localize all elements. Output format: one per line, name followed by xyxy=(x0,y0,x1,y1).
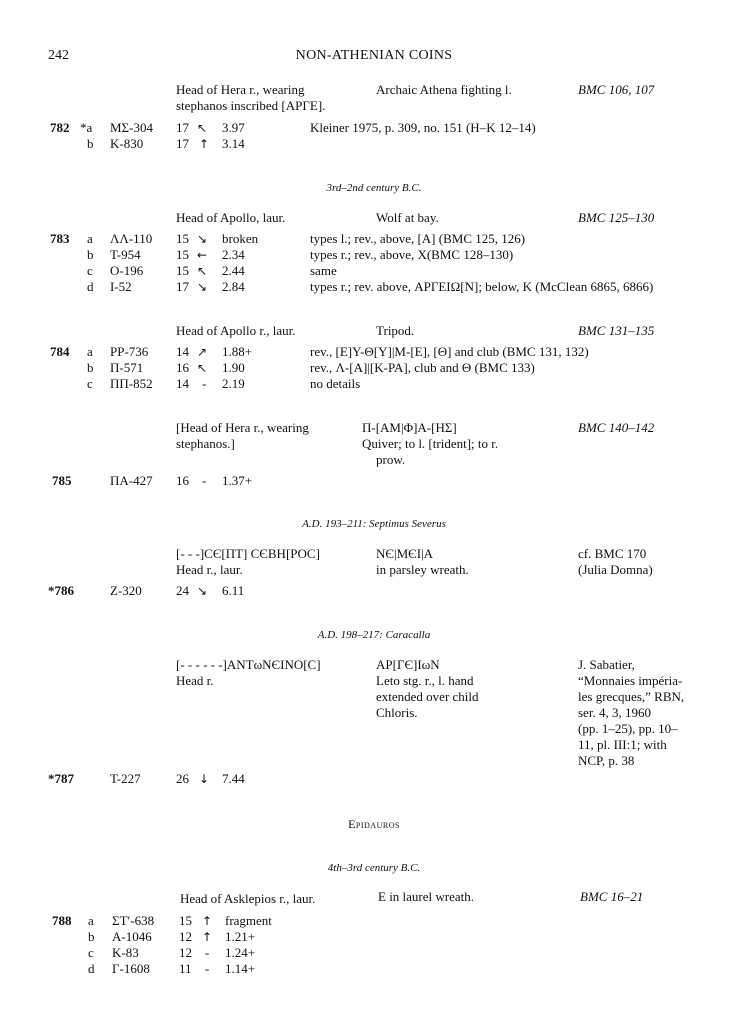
coin-inventory: Τ-227 xyxy=(110,771,141,786)
reference-787-line2: “Monnaies impéria- xyxy=(578,673,683,688)
coin-weight: 3.14 xyxy=(222,136,245,151)
obverse-786-legend: [- - -]CЄ[ΠΤ] CЄΒΗ[ΡΟC] xyxy=(176,546,320,561)
coin-inventory: ΡΡ-736 xyxy=(110,344,149,359)
coin-notes: types r.; rev. above, ΑΡΓΕΙΩ[Ν]; below, Κ (McClean 6865, 6866) xyxy=(310,279,654,294)
die-axis-icon: ← xyxy=(197,248,208,262)
coin-inventory: Κ-83 xyxy=(112,945,139,960)
reverse-786-line2: in parsley wreath. xyxy=(376,562,469,577)
coin-weight: broken xyxy=(222,231,259,246)
die-axis-icon: ↑ xyxy=(199,137,210,151)
coin-inventory: Τ-954 xyxy=(110,247,141,262)
reverse-785-line2: Quiver; to l. [trident]; to r. xyxy=(362,436,499,451)
obverse-782-line2: stephanos inscribed [ΑΡΓΕ]. xyxy=(176,98,326,113)
coin-inventory: Γ-1608 xyxy=(112,961,150,976)
coin-letter: b xyxy=(87,247,94,262)
die-axis-icon: ↘ xyxy=(197,232,208,246)
reverse-787-legend: ΑΡ[ΓЄ]ΙωΝ xyxy=(376,657,440,672)
coin-inventory: ΠΑ-427 xyxy=(110,473,153,488)
die-axis-icon: - xyxy=(202,473,207,488)
coin-weight: 7.44 xyxy=(222,771,245,786)
coin-letter: a xyxy=(88,913,94,928)
coin-letter: b xyxy=(87,360,94,375)
coin-notes: rev., [Ε]Υ-Θ[Υ]|Μ-[Ε], [Θ] and club (BMC 131, 132) xyxy=(310,344,589,359)
coin-inventory: Ο-196 xyxy=(110,263,144,278)
coin-size: 15 xyxy=(176,247,189,262)
coin-weight: 6.11 xyxy=(222,583,245,598)
coin-size: 14 xyxy=(176,376,189,391)
coin-size: 16 xyxy=(176,360,189,375)
coin-notes: same xyxy=(310,263,337,278)
entry-number-785: 785 xyxy=(52,473,72,488)
coin-letter: b xyxy=(87,136,94,151)
die-axis-icon: ↓ xyxy=(199,772,210,786)
coin-size: 15 xyxy=(176,263,189,278)
die-axis-icon: ↖ xyxy=(197,121,208,135)
entry-number-788: 788 xyxy=(52,913,72,928)
die-axis-icon: ↑ xyxy=(202,914,213,928)
coin-weight: 1.21+ xyxy=(225,929,256,944)
coin-inventory: Ζ-320 xyxy=(110,583,142,598)
coin-notes: no details xyxy=(310,376,361,391)
coin-inventory: Α-1046 xyxy=(112,929,152,944)
reference-783: BMC 125–130 xyxy=(578,210,655,225)
reference-788: BMC 16–21 xyxy=(580,889,644,904)
coin-letter: a xyxy=(87,344,93,359)
entry-number-784: 784 xyxy=(50,344,70,359)
reference-787-line1: J. Sabatier, xyxy=(578,657,635,672)
reverse-787-line3: extended over child xyxy=(376,689,479,704)
coin-weight: 3.97 xyxy=(222,120,245,135)
obverse-787-line2: Head r. xyxy=(176,673,214,688)
die-axis-icon: - xyxy=(205,961,210,976)
coin-size: 12 xyxy=(179,945,192,960)
page-title: NON-ATHENIAN COINS xyxy=(295,48,453,63)
coin-inventory: ΛΛ-110 xyxy=(110,231,153,246)
coin-notes: Kleiner 1975, p. 309, no. 151 (H–K 12–14) xyxy=(310,120,536,135)
coin-size: 12 xyxy=(179,929,192,944)
die-axis-icon: ↗ xyxy=(197,345,208,359)
reference-787-line6: 11, pl. III:1; with xyxy=(578,737,667,752)
entry-number-787: *787 xyxy=(48,771,74,786)
die-axis-icon: ↑ xyxy=(202,930,213,944)
die-axis-icon: ↘ xyxy=(197,584,208,598)
coin-letter: b xyxy=(88,929,95,944)
period-heading: 3rd–2nd century B.C. xyxy=(326,182,422,194)
coin-letter: c xyxy=(87,263,93,278)
obverse-788: Head of Asklepios r., laur. xyxy=(180,891,316,906)
reverse-786-legend: ΝЄ|ΜЄΙ|Α xyxy=(376,546,434,561)
die-axis-icon: ↖ xyxy=(197,361,208,375)
reverse-783: Wolf at bay. xyxy=(376,210,439,225)
coin-size: 24 xyxy=(176,583,189,598)
obverse-786-line2: Head r., laur. xyxy=(176,562,243,577)
reference-786-line1: cf. BMC 170 xyxy=(578,546,647,561)
entry-number-786: *786 xyxy=(48,583,74,598)
coin-size: 14 xyxy=(176,344,189,359)
coin-letter: a xyxy=(87,231,93,246)
page-number: 242 xyxy=(48,48,69,63)
reverse-782: Archaic Athena fighting l. xyxy=(376,82,512,97)
die-axis-icon: - xyxy=(205,945,210,960)
reverse-785-line3: prow. xyxy=(376,452,406,467)
die-axis-icon: ↘ xyxy=(197,280,208,294)
coin-weight: 2.84 xyxy=(222,279,245,294)
reverse-788: Ε in laurel wreath. xyxy=(378,889,475,904)
reference-785: BMC 140–142 xyxy=(578,420,655,435)
reference-784: BMC 131–135 xyxy=(578,323,655,338)
coin-size: 17 xyxy=(176,136,189,151)
coin-weight: 1.24+ xyxy=(225,945,256,960)
coin-notes: types l.; rev., above, [A] (BMC 125, 126) xyxy=(310,231,526,246)
coin-size: 15 xyxy=(179,913,192,928)
reference-787-line3: les grecques,” RBN, xyxy=(578,689,685,704)
period-heading: 4th–3rd century B.C. xyxy=(327,862,421,874)
coin-weight: 1.88+ xyxy=(222,344,253,359)
obverse-785-line1: [Head of Hera r., wearing xyxy=(176,420,309,435)
coin-notes: rev., Λ-[Α]|[Κ-ΡΑ], club and Θ (BMC 133) xyxy=(310,360,535,375)
reverse-787-line2: Leto stg. r., l. hand xyxy=(376,673,474,688)
coin-letter: d xyxy=(87,279,94,294)
reference-787-line4: ser. 4, 3, 1960 xyxy=(578,705,651,720)
coin-letter: c xyxy=(87,376,93,391)
reverse-784: Tripod. xyxy=(376,323,415,338)
coin-inventory: Κ-830 xyxy=(110,136,144,151)
coin-size: 11 xyxy=(179,961,192,976)
coin-weight: fragment xyxy=(225,913,272,928)
coin-weight: 1.37+ xyxy=(222,473,253,488)
reverse-785-legend: Π-[ΑΜ|Φ]Α-[ΗΣ] xyxy=(362,420,457,435)
coin-letter: c xyxy=(88,945,94,960)
coin-notes: types r.; rev., above, Χ(BMC 128–130) xyxy=(310,247,514,262)
coin-letter: d xyxy=(88,961,95,976)
entry-number-782: 782 xyxy=(50,120,70,135)
obverse-783: Head of Apollo, laur. xyxy=(176,210,286,225)
coin-weight: 2.34 xyxy=(222,247,245,262)
reference-787-line7: NCP, p. 38 xyxy=(578,753,635,768)
obverse-782-line1: Head of Hera r., wearing xyxy=(176,82,305,97)
reverse-787-line4: Chloris. xyxy=(376,705,418,720)
coin-size: 26 xyxy=(176,771,189,786)
coin-inventory: Π-571 xyxy=(110,360,144,375)
die-axis-icon: - xyxy=(202,376,207,391)
coin-weight: 1.90 xyxy=(222,360,245,375)
reference-786-line2: (Julia Domna) xyxy=(578,562,653,577)
period-heading: A.D. 198–217: Caracalla xyxy=(317,629,431,641)
period-heading: A.D. 193–211: Septimus Severus xyxy=(302,518,446,530)
coin-size: 17 xyxy=(176,120,189,135)
coin-weight: 2.44 xyxy=(222,263,245,278)
obverse-784: Head of Apollo r., laur. xyxy=(176,323,296,338)
coin-size: 16 xyxy=(176,473,189,488)
coin-inventory: ΜΣ-304 xyxy=(110,120,153,135)
coin-weight: 2.19 xyxy=(222,376,245,391)
section-heading: Epidauros xyxy=(348,817,400,831)
coin-inventory: ΣΤ′-638 xyxy=(112,913,155,928)
entry-number-783: 783 xyxy=(50,231,70,246)
coin-letter: *a xyxy=(80,120,93,135)
coin-inventory: ΠΠ-852 xyxy=(110,376,153,391)
coin-size: 15 xyxy=(176,231,189,246)
reference-787-line5: (pp. 1–25), pp. 10– xyxy=(578,721,678,736)
reference-782: BMC 106, 107 xyxy=(578,82,655,97)
obverse-787-legend: [- - - - - -]ΑΝΤωΝЄΙΝΟ[C] xyxy=(176,657,321,672)
die-axis-icon: ↖ xyxy=(197,264,208,278)
coin-size: 17 xyxy=(176,279,189,294)
obverse-785-line2: stephanos.] xyxy=(176,436,235,451)
coin-weight: 1.14+ xyxy=(225,961,256,976)
coin-inventory: Ι-52 xyxy=(110,279,132,294)
